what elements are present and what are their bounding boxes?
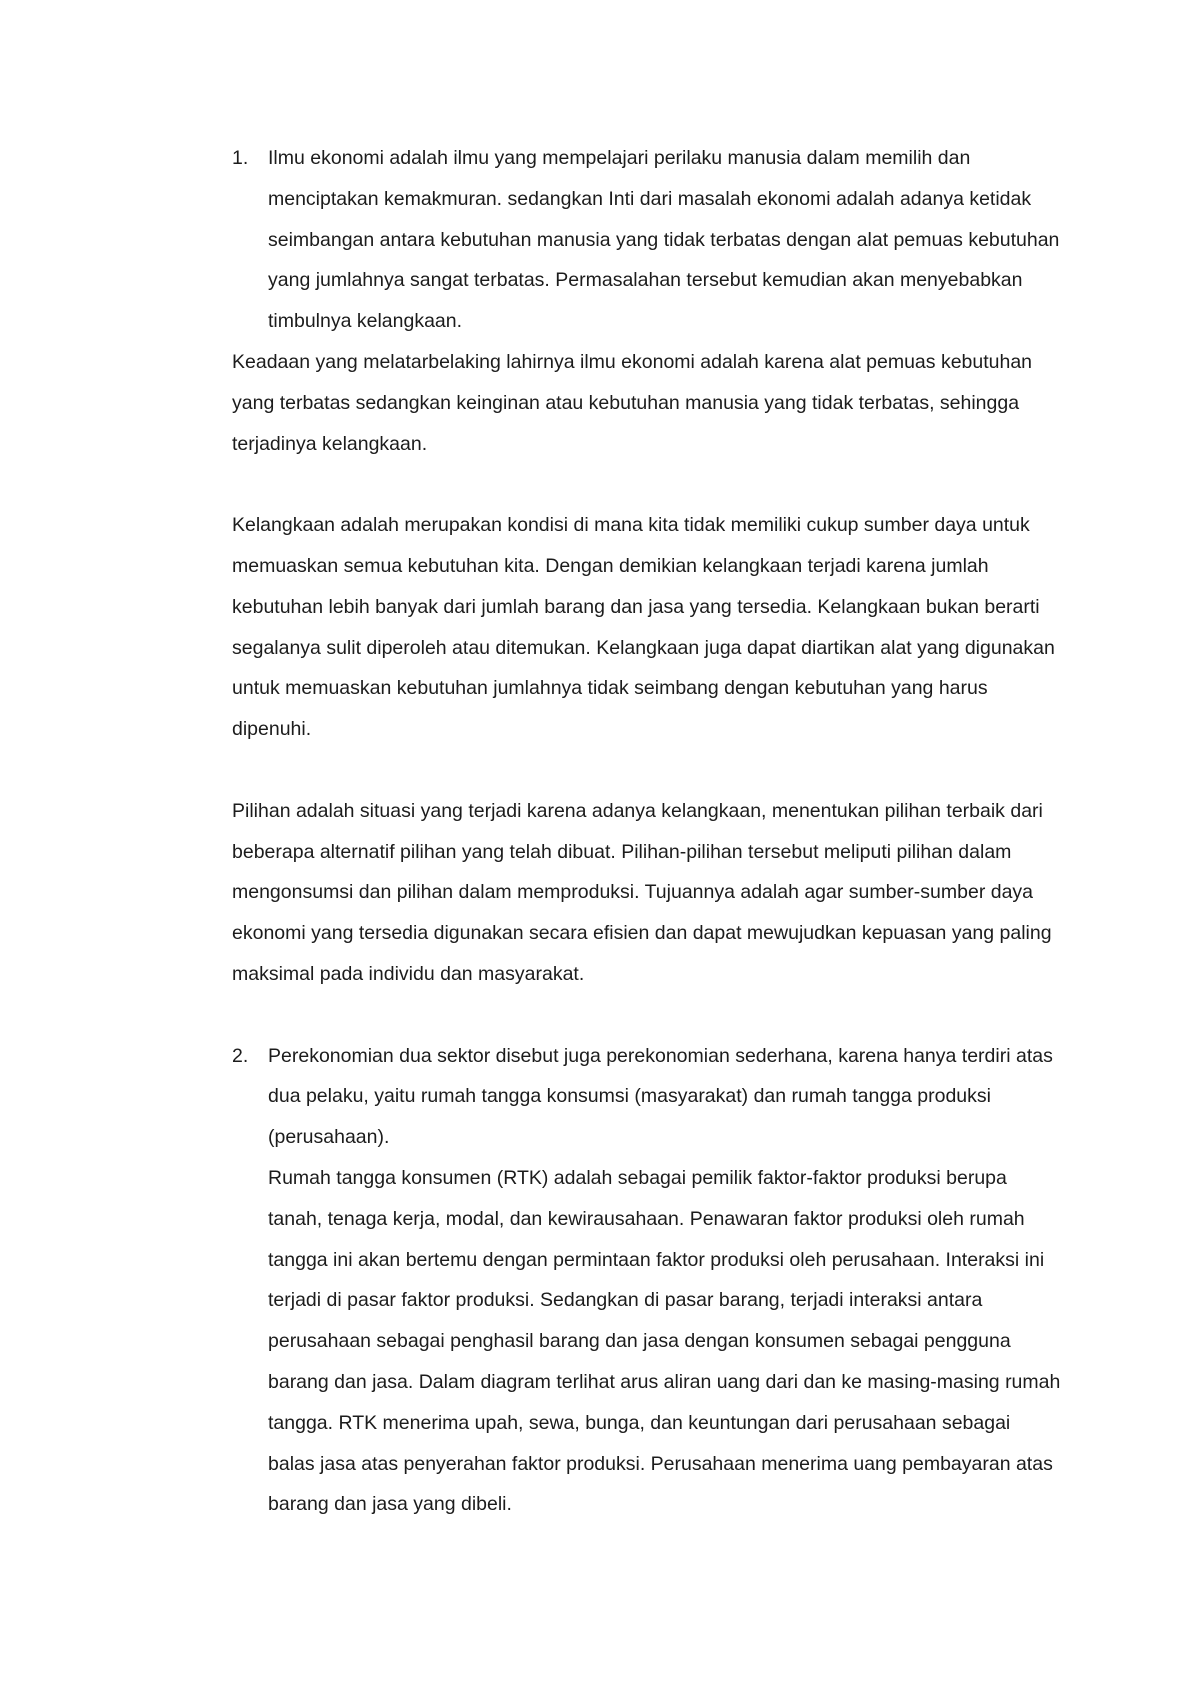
numbered-item-1 [232, 138, 1062, 342]
item-number: 2. [232, 1044, 249, 1067]
item-text: Ilmu ekonomi adalah ilmu yang mempelajari perilaku manusia dalam memilih dan menciptakan kemakmuran. sedangkan Inti dari masalah ekonomi adalah adanya ketidak seimbangan antara kebutuhan manusia yang tidak terbatas dengan alat pemuas kebutuhan yang jumlahnya sangat terbatas. Permasalahan tersebut kemudian akan menyebabkan timbulnya kelangkaan. [268, 147, 1060, 333]
item-continuation-text: Rumah tangga konsumen (RTK) adalah sebagai pemilik faktor-faktor produksi berupa tanah, tenaga kerja, modal, dan kewirausahaan. Penawaran faktor produksi oleh rumah tangga ini akan bertemu dengan permintaan faktor produksi oleh perusahaan. Interaksi ini terjadi di pasar faktor produksi. Sedangkan di pasar barang, terjadi interaksi antara perusahaan sebagai penghasil barang dan jasa dengan konsumen sebagai pengguna barang dan jasa. Dalam diagram terlihat arus aliran uang dari dan ke masing-masing rumah tangga. RTK menerima upah, sewa, bunga, dan keuntungan dari perusahaan sebagai balas jasa atas penyerahan faktor produksi. Perusahaan menerima uang pembayaran atas barang dan jasa yang dibeli. [268, 1166, 1061, 1516]
paragraph-spacer [232, 750, 1062, 791]
paragraph-pilihan: Pilihan adalah situasi yang terjadi karena adanya kelangkaan, menentukan pilihan terbaik dari beberapa alternatif pilihan yang telah dibuat. Pilihan-pilihan tersebut meliputi pilihan dalam mengonsumsi dan pilihan dalam memproduksi. Tujuannya adalah agar sumber-sumber daya ekonomi yang tersedia digunakan secara efisien dan dapat mewujudkan kepuasan yang paling maksimal pada individu dan masyarakat. [232, 799, 1052, 985]
numbered-item-2 [232, 1036, 1062, 1526]
item-number: 1. [232, 147, 249, 169]
paragraph-kelangkaan: Kelangkaan adalah merupakan kondisi di mana kita tidak memiliki cukup sumber daya untuk memuaskan semua kebutuhan kita. Dengan demikian kelangkaan terjadi karena jumlah kebutuhan lebih banyak dari jumlah barang dan jasa yang tersedia. Kelangkaan bukan berarti segalanya sulit diperoleh atau ditemukan. Kelangkaan juga dapat diartikan alat yang digunakan untuk memuaskan kebutuhan jumlahnya tidak seimbang dengan kebutuhan yang harus dipenuhi. [232, 514, 1055, 741]
document-body [232, 138, 1062, 1525]
paragraph-keadaan: Keadaan yang melatarbelaking lahirnya ilmu ekonomi adalah karena alat pemuas kebutuhan yang terbatas sedangkan keinginan atau kebutuhan manusia yang tidak terbatas, sehingga terjadinya kelangkaan. [232, 350, 1033, 455]
item-text: Perekonomian dua sektor disebut juga perekonomian sederhana, karena hanya terdiri atas dua pelaku, yaitu rumah tangga konsumsi (masyarakat) dan rumah tangga produksi (perusahaan). [268, 1044, 1053, 1149]
paragraph-spacer [232, 464, 1062, 505]
paragraph-spacer [232, 995, 1062, 1036]
